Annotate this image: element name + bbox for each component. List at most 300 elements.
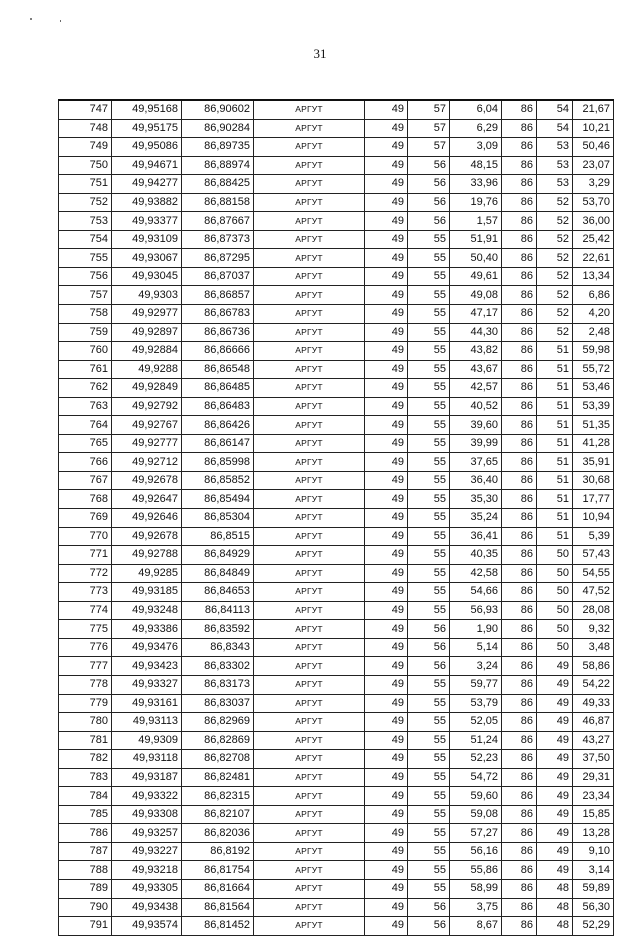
point-number-cell: 773: [59, 583, 112, 602]
latitude-decimal-cell: 49,94671: [112, 156, 182, 175]
longitude-decimal-cell: 86,86666: [182, 342, 254, 361]
lon-minutes-cell: 50: [537, 583, 573, 602]
point-number-cell: 785: [59, 805, 112, 824]
table-row: [59, 286, 614, 305]
lat-degrees-cell: 49: [365, 323, 408, 342]
point-number-cell: 769: [59, 509, 112, 528]
table-row: [59, 657, 614, 676]
lon-degrees-cell: 86: [502, 898, 537, 917]
page-number: 31: [313, 46, 327, 61]
river-name-cell: АРГУТ: [254, 267, 365, 286]
lon-minutes-cell: 48: [537, 898, 573, 917]
river-name-cell: АРГУТ: [254, 527, 365, 546]
longitude-decimal-cell: 86,84929: [182, 546, 254, 565]
lat-seconds-cell: 43,82: [450, 342, 502, 361]
table-row: [59, 824, 614, 843]
lat-seconds-cell: 6,29: [450, 119, 502, 138]
table-row: [59, 731, 614, 750]
point-number-cell: 762: [59, 379, 112, 398]
table-row: [59, 675, 614, 694]
lon-minutes-cell: 51: [537, 509, 573, 528]
lon-degrees-cell: 86: [502, 286, 537, 305]
longitude-decimal-cell: 86,83302: [182, 657, 254, 676]
point-number-cell: 768: [59, 490, 112, 509]
lon-seconds-cell: 30,68: [573, 471, 614, 490]
longitude-decimal-cell: 86,87667: [182, 212, 254, 231]
lon-minutes-cell: 52: [537, 305, 573, 324]
lon-minutes-cell: 49: [537, 787, 573, 806]
lat-seconds-cell: 42,58: [450, 564, 502, 583]
lat-degrees-cell: 49: [365, 100, 408, 119]
lon-minutes-cell: 48: [537, 917, 573, 936]
lon-seconds-cell: 25,42: [573, 230, 614, 249]
river-name-cell: АРГУТ: [254, 750, 365, 769]
lon-seconds-cell: 54,55: [573, 564, 614, 583]
table-row: [59, 527, 614, 546]
longitude-decimal-cell: 86,83173: [182, 675, 254, 694]
lon-degrees-cell: 86: [502, 490, 537, 509]
latitude-decimal-cell: 49,93109: [112, 230, 182, 249]
lat-minutes-cell: 55: [408, 805, 450, 824]
river-name-cell: АРГУТ: [254, 509, 365, 528]
lat-minutes-cell: 55: [408, 360, 450, 379]
point-number-cell: 784: [59, 787, 112, 806]
river-name-cell: АРГУТ: [254, 601, 365, 620]
lon-degrees-cell: 86: [502, 397, 537, 416]
point-number-cell: 788: [59, 861, 112, 880]
lat-degrees-cell: 49: [365, 267, 408, 286]
longitude-decimal-cell: 86,82036: [182, 824, 254, 843]
point-number-cell: 766: [59, 453, 112, 472]
lat-minutes-cell: 55: [408, 286, 450, 305]
point-number-cell: 790: [59, 898, 112, 917]
table-row: [59, 490, 614, 509]
lat-seconds-cell: 8,67: [450, 917, 502, 936]
lon-degrees-cell: 86: [502, 694, 537, 713]
lat-seconds-cell: 40,52: [450, 397, 502, 416]
lon-seconds-cell: 57,43: [573, 546, 614, 565]
longitude-decimal-cell: 86,83592: [182, 620, 254, 639]
table-row: [59, 713, 614, 732]
river-name-cell: АРГУТ: [254, 305, 365, 324]
lon-degrees-cell: 86: [502, 249, 537, 268]
table-row: [59, 249, 614, 268]
latitude-decimal-cell: 49,93218: [112, 861, 182, 880]
lon-seconds-cell: 13,34: [573, 267, 614, 286]
lat-minutes-cell: 57: [408, 138, 450, 157]
lon-minutes-cell: 51: [537, 527, 573, 546]
lat-minutes-cell: 55: [408, 583, 450, 602]
lat-seconds-cell: 54,66: [450, 583, 502, 602]
lat-degrees-cell: 49: [365, 305, 408, 324]
longitude-decimal-cell: 86,86548: [182, 360, 254, 379]
lon-degrees-cell: 86: [502, 323, 537, 342]
point-number-cell: 752: [59, 193, 112, 212]
point-number-cell: 786: [59, 824, 112, 843]
lat-degrees-cell: 49: [365, 694, 408, 713]
lon-minutes-cell: 52: [537, 193, 573, 212]
lat-degrees-cell: 49: [365, 434, 408, 453]
latitude-decimal-cell: 49,92712: [112, 453, 182, 472]
lon-minutes-cell: 52: [537, 267, 573, 286]
lon-minutes-cell: 49: [537, 731, 573, 750]
lon-minutes-cell: 50: [537, 620, 573, 639]
table-row: [59, 156, 614, 175]
lon-seconds-cell: 51,35: [573, 416, 614, 435]
lon-degrees-cell: 86: [502, 100, 537, 119]
table-row: [59, 638, 614, 657]
lat-seconds-cell: 56,16: [450, 842, 502, 861]
table-row: [59, 601, 614, 620]
table-row: [59, 305, 614, 324]
point-number-cell: 787: [59, 842, 112, 861]
point-number-cell: 767: [59, 471, 112, 490]
lon-minutes-cell: 49: [537, 842, 573, 861]
lat-minutes-cell: 55: [408, 397, 450, 416]
lat-minutes-cell: 55: [408, 675, 450, 694]
river-name-cell: АРГУТ: [254, 342, 365, 361]
latitude-decimal-cell: 49,92678: [112, 527, 182, 546]
table-row: [59, 379, 614, 398]
lat-seconds-cell: 44,30: [450, 323, 502, 342]
lon-degrees-cell: 86: [502, 379, 537, 398]
point-number-cell: 761: [59, 360, 112, 379]
latitude-decimal-cell: 49,9309: [112, 731, 182, 750]
lat-minutes-cell: 55: [408, 861, 450, 880]
lon-seconds-cell: 2,48: [573, 323, 614, 342]
table-row: [59, 879, 614, 898]
table-row: [59, 620, 614, 639]
river-name-cell: АРГУТ: [254, 119, 365, 138]
lon-degrees-cell: 86: [502, 564, 537, 583]
lat-degrees-cell: 49: [365, 379, 408, 398]
latitude-decimal-cell: 49,92777: [112, 434, 182, 453]
point-number-cell: 775: [59, 620, 112, 639]
lat-degrees-cell: 49: [365, 583, 408, 602]
lon-seconds-cell: 35,91: [573, 453, 614, 472]
latitude-decimal-cell: 49,95175: [112, 119, 182, 138]
lat-minutes-cell: 56: [408, 917, 450, 936]
lat-degrees-cell: 49: [365, 601, 408, 620]
point-number-cell: 750: [59, 156, 112, 175]
river-name-cell: АРГУТ: [254, 100, 365, 119]
lat-degrees-cell: 49: [365, 842, 408, 861]
point-number-cell: 763: [59, 397, 112, 416]
point-number-cell: 760: [59, 342, 112, 361]
table-row: [59, 917, 614, 936]
lon-degrees-cell: 86: [502, 509, 537, 528]
table-row: [59, 416, 614, 435]
lon-minutes-cell: 52: [537, 323, 573, 342]
lon-minutes-cell: 49: [537, 675, 573, 694]
lat-minutes-cell: 55: [408, 416, 450, 435]
lat-degrees-cell: 49: [365, 768, 408, 787]
lon-minutes-cell: 52: [537, 212, 573, 231]
lon-degrees-cell: 86: [502, 471, 537, 490]
table-row: [59, 230, 614, 249]
lat-minutes-cell: 57: [408, 100, 450, 119]
lat-minutes-cell: 55: [408, 342, 450, 361]
lon-seconds-cell: 49,33: [573, 694, 614, 713]
lon-minutes-cell: 53: [537, 138, 573, 157]
table-row: [59, 100, 614, 119]
river-name-cell: АРГУТ: [254, 416, 365, 435]
point-number-cell: 782: [59, 750, 112, 769]
lon-seconds-cell: 17,77: [573, 490, 614, 509]
lon-degrees-cell: 86: [502, 453, 537, 472]
point-number-cell: 776: [59, 638, 112, 657]
lat-minutes-cell: 57: [408, 119, 450, 138]
lon-minutes-cell: 51: [537, 416, 573, 435]
lat-degrees-cell: 49: [365, 416, 408, 435]
lon-degrees-cell: 86: [502, 620, 537, 639]
lon-degrees-cell: 86: [502, 805, 537, 824]
river-name-cell: АРГУТ: [254, 453, 365, 472]
lon-seconds-cell: 28,08: [573, 601, 614, 620]
lat-degrees-cell: 49: [365, 453, 408, 472]
lon-minutes-cell: 51: [537, 397, 573, 416]
lon-seconds-cell: 9,10: [573, 842, 614, 861]
lat-seconds-cell: 51,24: [450, 731, 502, 750]
longitude-decimal-cell: 86,81664: [182, 879, 254, 898]
lat-seconds-cell: 52,05: [450, 713, 502, 732]
latitude-decimal-cell: 49,94277: [112, 175, 182, 194]
river-name-cell: АРГУТ: [254, 638, 365, 657]
river-name-cell: АРГУТ: [254, 434, 365, 453]
lon-seconds-cell: 13,28: [573, 824, 614, 843]
lon-minutes-cell: 54: [537, 119, 573, 138]
lat-seconds-cell: 3,24: [450, 657, 502, 676]
longitude-decimal-cell: 86,90284: [182, 119, 254, 138]
table-row: [59, 397, 614, 416]
river-name-cell: АРГУТ: [254, 787, 365, 806]
latitude-decimal-cell: 49,93438: [112, 898, 182, 917]
latitude-decimal-cell: 49,93327: [112, 675, 182, 694]
lat-seconds-cell: 53,79: [450, 694, 502, 713]
longitude-decimal-cell: 86,81754: [182, 861, 254, 880]
lat-degrees-cell: 49: [365, 750, 408, 769]
lat-degrees-cell: 49: [365, 156, 408, 175]
latitude-decimal-cell: 49,95086: [112, 138, 182, 157]
lon-minutes-cell: 53: [537, 175, 573, 194]
scan-speck: [60, 20, 61, 22]
lon-degrees-cell: 86: [502, 601, 537, 620]
latitude-decimal-cell: 49,93161: [112, 694, 182, 713]
lon-minutes-cell: 51: [537, 342, 573, 361]
river-name-cell: АРГУТ: [254, 917, 365, 936]
point-number-cell: 778: [59, 675, 112, 694]
river-name-cell: АРГУТ: [254, 657, 365, 676]
lon-degrees-cell: 86: [502, 527, 537, 546]
latitude-decimal-cell: 49,93305: [112, 879, 182, 898]
longitude-decimal-cell: 86,86483: [182, 397, 254, 416]
lat-seconds-cell: 51,91: [450, 230, 502, 249]
lon-seconds-cell: 29,31: [573, 768, 614, 787]
lon-minutes-cell: 49: [537, 861, 573, 880]
lon-degrees-cell: 86: [502, 638, 537, 657]
longitude-decimal-cell: 86,84113: [182, 601, 254, 620]
latitude-decimal-cell: 49,93227: [112, 842, 182, 861]
river-name-cell: АРГУТ: [254, 713, 365, 732]
lat-seconds-cell: 59,08: [450, 805, 502, 824]
lon-seconds-cell: 53,70: [573, 193, 614, 212]
lat-minutes-cell: 55: [408, 768, 450, 787]
lat-minutes-cell: 56: [408, 898, 450, 917]
longitude-decimal-cell: 86,90602: [182, 100, 254, 119]
lon-seconds-cell: 41,28: [573, 434, 614, 453]
lat-seconds-cell: 52,23: [450, 750, 502, 769]
longitude-decimal-cell: 86,88974: [182, 156, 254, 175]
lat-minutes-cell: 55: [408, 842, 450, 861]
river-name-cell: АРГУТ: [254, 620, 365, 639]
lat-degrees-cell: 49: [365, 490, 408, 509]
lat-degrees-cell: 49: [365, 138, 408, 157]
table-row: [59, 842, 614, 861]
lon-seconds-cell: 43,27: [573, 731, 614, 750]
lon-seconds-cell: 59,98: [573, 342, 614, 361]
lat-minutes-cell: 55: [408, 527, 450, 546]
lon-degrees-cell: 86: [502, 546, 537, 565]
lat-degrees-cell: 49: [365, 175, 408, 194]
point-number-cell: 791: [59, 917, 112, 936]
lat-minutes-cell: 56: [408, 638, 450, 657]
point-number-cell: 749: [59, 138, 112, 157]
lon-minutes-cell: 49: [537, 713, 573, 732]
table-row: [59, 861, 614, 880]
lat-seconds-cell: 33,96: [450, 175, 502, 194]
lon-degrees-cell: 86: [502, 138, 537, 157]
lat-degrees-cell: 49: [365, 787, 408, 806]
lat-degrees-cell: 49: [365, 564, 408, 583]
longitude-decimal-cell: 86,85304: [182, 509, 254, 528]
latitude-decimal-cell: 49,92647: [112, 490, 182, 509]
lon-minutes-cell: 51: [537, 471, 573, 490]
lon-seconds-cell: 10,94: [573, 509, 614, 528]
latitude-decimal-cell: 49,9285: [112, 564, 182, 583]
latitude-decimal-cell: 49,92884: [112, 342, 182, 361]
river-name-cell: АРГУТ: [254, 360, 365, 379]
lon-degrees-cell: 86: [502, 842, 537, 861]
longitude-decimal-cell: 86,86485: [182, 379, 254, 398]
table-row: [59, 898, 614, 917]
longitude-decimal-cell: 86,86857: [182, 286, 254, 305]
point-number-cell: 777: [59, 657, 112, 676]
point-number-cell: 772: [59, 564, 112, 583]
lat-minutes-cell: 56: [408, 175, 450, 194]
latitude-decimal-cell: 49,95168: [112, 100, 182, 119]
lon-seconds-cell: 47,52: [573, 583, 614, 602]
lon-seconds-cell: 36,00: [573, 212, 614, 231]
longitude-decimal-cell: 86,87037: [182, 267, 254, 286]
lat-seconds-cell: 3,09: [450, 138, 502, 157]
lat-seconds-cell: 19,76: [450, 193, 502, 212]
lon-minutes-cell: 51: [537, 360, 573, 379]
lat-seconds-cell: 39,60: [450, 416, 502, 435]
lat-seconds-cell: 3,75: [450, 898, 502, 917]
lat-minutes-cell: 55: [408, 305, 450, 324]
river-name-cell: АРГУТ: [254, 564, 365, 583]
point-number-cell: 789: [59, 879, 112, 898]
lon-minutes-cell: 49: [537, 750, 573, 769]
longitude-decimal-cell: 86,89735: [182, 138, 254, 157]
lon-seconds-cell: 9,32: [573, 620, 614, 639]
river-name-cell: АРГУТ: [254, 212, 365, 231]
table-row: [59, 323, 614, 342]
lon-minutes-cell: 52: [537, 286, 573, 305]
longitude-decimal-cell: 86,8515: [182, 527, 254, 546]
lat-seconds-cell: 47,17: [450, 305, 502, 324]
river-name-cell: АРГУТ: [254, 583, 365, 602]
lat-minutes-cell: 56: [408, 212, 450, 231]
lon-degrees-cell: 86: [502, 879, 537, 898]
latitude-decimal-cell: 49,93067: [112, 249, 182, 268]
river-name-cell: АРГУТ: [254, 286, 365, 305]
lon-minutes-cell: 49: [537, 768, 573, 787]
river-name-cell: АРГУТ: [254, 323, 365, 342]
lat-degrees-cell: 49: [365, 713, 408, 732]
lon-seconds-cell: 54,22: [573, 675, 614, 694]
lon-seconds-cell: 4,20: [573, 305, 614, 324]
longitude-decimal-cell: 86,85494: [182, 490, 254, 509]
latitude-decimal-cell: 49,92678: [112, 471, 182, 490]
lon-seconds-cell: 50,46: [573, 138, 614, 157]
latitude-decimal-cell: 49,93377: [112, 212, 182, 231]
lon-seconds-cell: 58,86: [573, 657, 614, 676]
lat-minutes-cell: 55: [408, 546, 450, 565]
lon-seconds-cell: 3,29: [573, 175, 614, 194]
lon-degrees-cell: 86: [502, 119, 537, 138]
lat-seconds-cell: 39,99: [450, 434, 502, 453]
lon-degrees-cell: 86: [502, 768, 537, 787]
lon-minutes-cell: 49: [537, 694, 573, 713]
river-name-cell: АРГУТ: [254, 471, 365, 490]
latitude-decimal-cell: 49,93882: [112, 193, 182, 212]
point-number-cell: 756: [59, 267, 112, 286]
lon-seconds-cell: 46,87: [573, 713, 614, 732]
longitude-decimal-cell: 86,87295: [182, 249, 254, 268]
lat-seconds-cell: 59,60: [450, 787, 502, 806]
table-row: [59, 546, 614, 565]
lat-seconds-cell: 56,93: [450, 601, 502, 620]
lon-seconds-cell: 3,48: [573, 638, 614, 657]
lon-minutes-cell: 49: [537, 824, 573, 843]
table-row: [59, 787, 614, 806]
point-number-cell: 770: [59, 527, 112, 546]
lon-seconds-cell: 3,14: [573, 861, 614, 880]
lat-degrees-cell: 49: [365, 471, 408, 490]
lon-degrees-cell: 86: [502, 360, 537, 379]
lon-degrees-cell: 86: [502, 787, 537, 806]
latitude-decimal-cell: 49,93423: [112, 657, 182, 676]
lat-minutes-cell: 55: [408, 249, 450, 268]
lon-minutes-cell: 50: [537, 601, 573, 620]
lon-degrees-cell: 86: [502, 583, 537, 602]
table-row: [59, 119, 614, 138]
lon-degrees-cell: 86: [502, 230, 537, 249]
lat-seconds-cell: 37,65: [450, 453, 502, 472]
longitude-decimal-cell: 86,81564: [182, 898, 254, 917]
point-number-cell: 755: [59, 249, 112, 268]
table-row: [59, 267, 614, 286]
lon-minutes-cell: 53: [537, 156, 573, 175]
lat-seconds-cell: 36,40: [450, 471, 502, 490]
river-name-cell: АРГУТ: [254, 490, 365, 509]
lon-degrees-cell: 86: [502, 861, 537, 880]
lon-degrees-cell: 86: [502, 434, 537, 453]
lat-minutes-cell: 55: [408, 824, 450, 843]
lat-seconds-cell: 49,61: [450, 267, 502, 286]
lat-minutes-cell: 55: [408, 731, 450, 750]
